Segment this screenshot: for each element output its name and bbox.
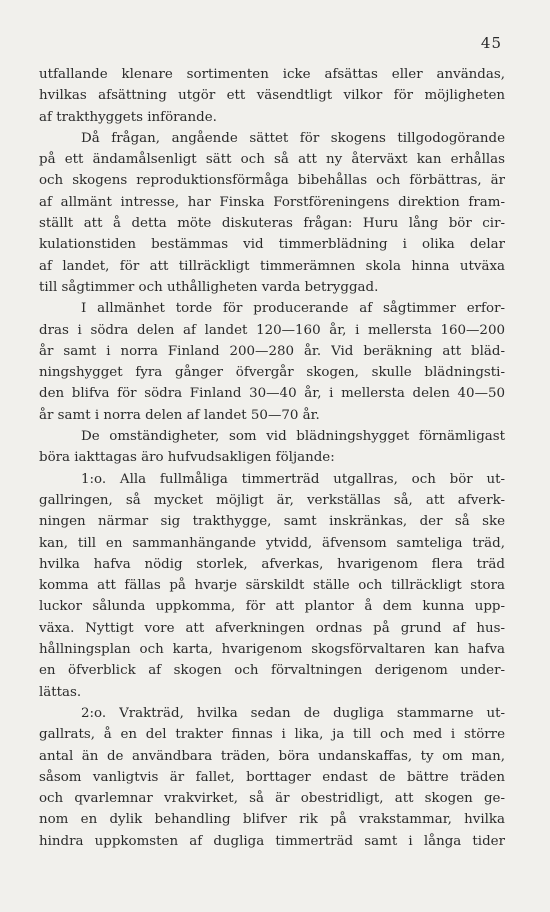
text-line: gallrats, å en del trakter finnas i lika, ja till och med i större — [39, 727, 505, 743]
text-line: växa. Nyttigt vore att afverkningen ordnas på grund af hus- — [39, 620, 505, 636]
text-line: böra iakttagas äro hufvudsakligen följande: — [39, 450, 335, 466]
text-line: till sågtimmer och uthålligheten varda betryggad. — [39, 279, 379, 295]
text-line: antal än de användbara träden, böra undanskaffas, ty om man, — [39, 748, 505, 764]
text-line: af landet, för att tillräckligt timmerämnen skola hinna utväxa — [39, 258, 505, 274]
text-line: I allmänhet torde för producerande af sågtimmer erfor- — [81, 301, 505, 317]
text-line: kan, till en sammanhängande ytvidd, äfvensom samteliga träd, — [39, 535, 505, 551]
text-line: af allmänt intresse, har Finska Forstföreningens direktion fram- — [39, 194, 505, 210]
text-line: hållningsplan och karta, hvarigenom skogsförvaltaren kan hafva — [39, 642, 505, 658]
text-line: hindra uppkomsten af dugliga timmerträd samt i långa tider — [39, 833, 505, 849]
text-line: och skogens reproduktionsförmåga bibehållas och förbättras, är — [39, 173, 505, 189]
text-line: kulationstiden bestämmas vid timmerblädning i olika delar — [39, 237, 505, 253]
text-line: luckor sålunda uppkomma, för att plantor å dem kunna upp- — [39, 599, 505, 615]
text-line: den blifva för södra Finland 30—40 år, i mellersta delen 40—50 — [39, 386, 505, 402]
text-line: dras i södra delen af landet 120—160 år, i mellersta 160—200 — [39, 322, 505, 338]
text-line: och qvarlemnar vrakvirket, så är obestridligt, att skogen ge- — [39, 791, 505, 807]
text-line: år samt i norra Finland 200—280 år. Vid beräkning att bläd- — [39, 343, 505, 359]
body-text — [39, 64, 505, 852]
text-line: hvilkas afsättning utgör ett väsendtligt vilkor för möjligheten — [39, 88, 505, 104]
text-line: 1:o. Alla fullmåliga timmerträd utgallras, och bör ut- — [81, 471, 505, 487]
text-line: ningen närmar sig trakthygge, samt inskränkas, der så ske — [39, 514, 505, 530]
text-line: såsom vanligtvis är fallet, borttager endast de bättre träden — [39, 769, 505, 785]
text-line: af trakthyggets införande. — [39, 109, 217, 125]
text-line: på ett ändamålsenligt sätt och så att ny återväxt kan erhållas — [39, 152, 505, 168]
text-line: år samt i norra delen af landet 50—70 år. — [39, 407, 320, 423]
text-line: Då frågan, angående sättet för skogens tillgodogörande — [81, 130, 505, 146]
text-line: hvilka hafva nödig storlek, afverkas, hvarigenom flera träd — [39, 556, 505, 572]
text-line: komma att fällas på hvarje särskildt ställe och tillräckligt stora — [39, 578, 505, 594]
text-line: De omständigheter, som vid blädningshygget förnämligast — [81, 429, 505, 445]
text-line: nom en dylik behandling blifver rik på vrakstammar, hvilka — [39, 812, 505, 828]
text-line: gallringen, så mycket möjligt är, verkställas så, att afverk- — [39, 492, 505, 508]
text-line: utfallande klenare sortimenten icke afsättas eller användas, — [39, 67, 505, 82]
text-line: ställt att å detta möte diskuteras frågan: Huru lång bör cir- — [39, 216, 505, 232]
text-line: en öfverblick af skogen och förvaltningen derigenom under- — [39, 663, 505, 679]
text-line: lättas. — [39, 684, 82, 700]
text-line: 2:o. Vrakträd, hvilka sedan de dugliga stammarne ut- — [81, 705, 505, 721]
text-line: ningshygget fyra gånger öfvergår skogen, skulle blädningsti- — [39, 365, 505, 381]
page-number: 45 — [480, 34, 502, 52]
